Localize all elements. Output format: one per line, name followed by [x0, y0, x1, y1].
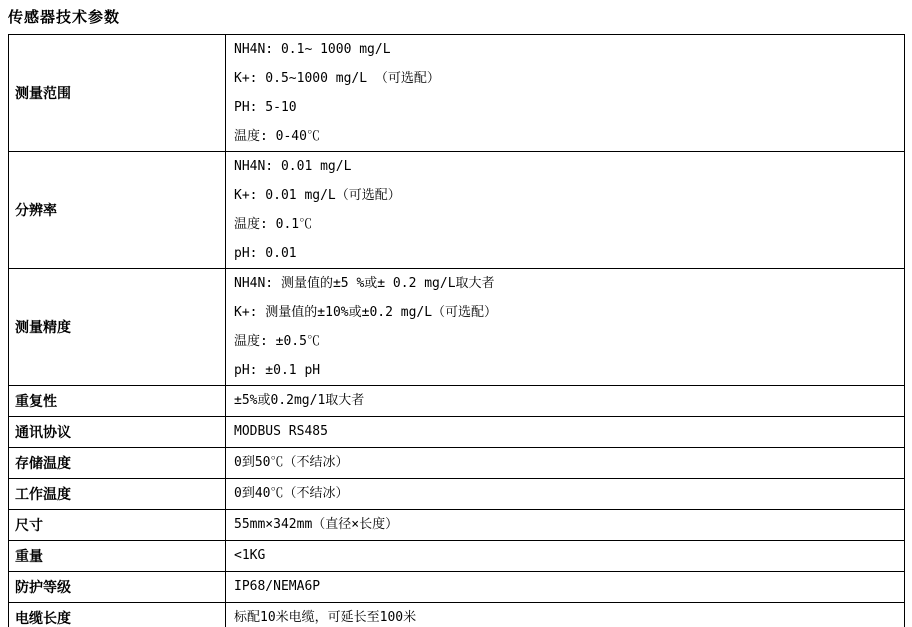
row-label: 重量	[9, 541, 226, 572]
table-row	[9, 510, 905, 541]
page-title: 传感器技术参数	[8, 8, 121, 26]
table-row	[9, 541, 905, 572]
row-label: 分辨率	[9, 152, 226, 269]
value-line: 温度: 0-40℃	[234, 129, 320, 144]
value-line: 0到50℃（不结冰）	[234, 455, 349, 470]
table-row	[9, 603, 905, 627]
value-line: NH4N: 0.1~ 1000 mg/L	[234, 42, 391, 57]
value-line: IP68/NEMA6P	[234, 579, 321, 594]
table-row	[9, 479, 905, 510]
value-line: pH: 0.01	[234, 246, 297, 261]
table-row	[9, 386, 905, 417]
table-row	[9, 35, 905, 152]
value-line: ±5%或0.2mg/1取大者	[234, 393, 365, 408]
row-value	[226, 386, 905, 417]
value-line: NH4N: 测量值的±5 %或± 0.2 mg/L取大者	[234, 276, 495, 291]
row-value	[226, 35, 905, 152]
row-value	[226, 152, 905, 269]
row-value	[226, 417, 905, 448]
row-label: 测量范围	[9, 35, 226, 152]
value-line: NH4N: 0.01 mg/L	[234, 159, 352, 174]
value-line: 55mm×342mm（直径×长度）	[234, 517, 399, 532]
row-label: 通讯协议	[9, 417, 226, 448]
table-row	[9, 269, 905, 386]
row-value	[226, 603, 905, 627]
row-value	[226, 510, 905, 541]
row-value	[226, 572, 905, 603]
row-label: 重复性	[9, 386, 226, 417]
row-label: 尺寸	[9, 510, 226, 541]
row-label: 电缆长度	[9, 603, 226, 627]
value-line: K+: 0.01 mg/L（可选配）	[234, 188, 401, 203]
value-line: MODBUS RS485	[234, 424, 328, 439]
row-label: 工作温度	[9, 479, 226, 510]
row-value	[226, 479, 905, 510]
value-line: 温度: ±0.5℃	[234, 334, 320, 349]
row-label: 测量精度	[9, 269, 226, 386]
value-line: K+: 0.5~1000 mg/L （可选配）	[234, 71, 440, 86]
row-value	[226, 269, 905, 386]
spec-table-body	[9, 35, 905, 627]
value-line: 标配10米电缆，可延长至100米	[234, 610, 417, 625]
row-value	[226, 448, 905, 479]
value-line: PH: 5-10	[234, 100, 297, 115]
row-label: 存储温度	[9, 448, 226, 479]
table-row	[9, 417, 905, 448]
row-label: 防护等级	[9, 572, 226, 603]
value-line: 温度: 0.1℃	[234, 217, 313, 232]
table-row	[9, 448, 905, 479]
row-value	[226, 541, 905, 572]
spec-table	[8, 34, 905, 627]
table-row	[9, 572, 905, 603]
value-line: <1KG	[234, 548, 266, 563]
value-line: 0到40℃（不结冰）	[234, 486, 349, 501]
table-row	[9, 152, 905, 269]
value-line: pH: ±0.1 pH	[234, 363, 321, 378]
value-line: K+: 测量值的±10%或±0.2 mg/L（可选配）	[234, 305, 498, 320]
